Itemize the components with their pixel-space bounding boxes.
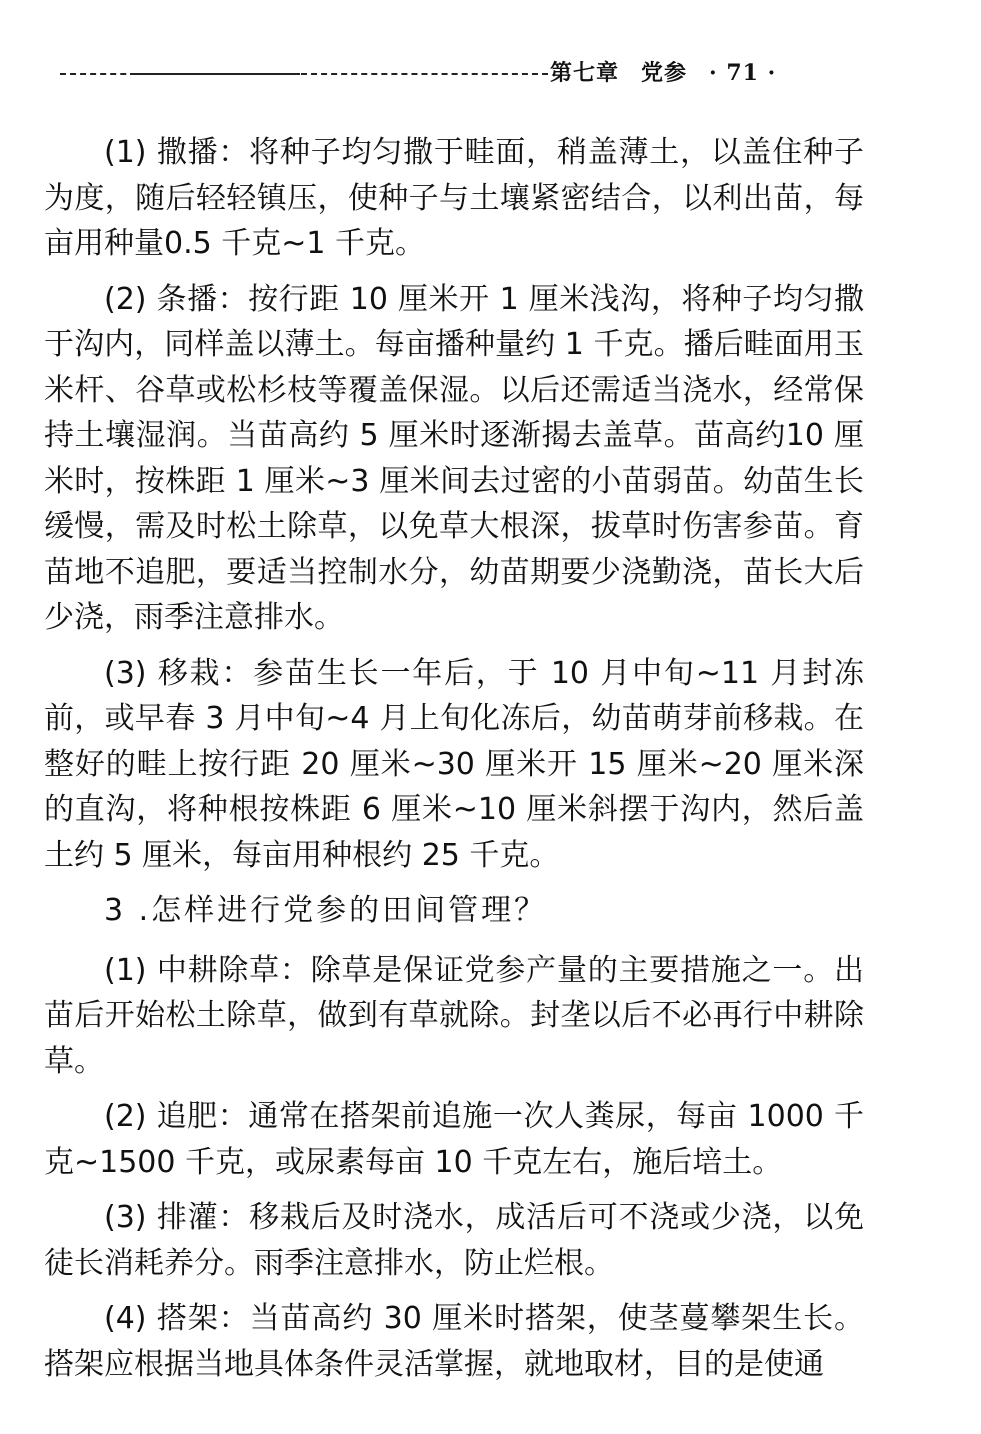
paragraph-irrigation: (3) 排灌：移栽后及时浇水，成活后可不浇或少浇，以免徒长消耗养分。雨季注意排水，防止烂根。 — [44, 1200, 864, 1281]
paragraph-weeding: (1) 中耕除草：除草是保证党参产量的主要措施之一。出苗后开始松土除草，做到有草就除。封垄以后不必再行中耕除草。 — [44, 952, 864, 1079]
running-header — [60, 56, 840, 86]
chapter-label: 第七章 — [550, 60, 620, 86]
header-rule-solid — [130, 73, 300, 75]
subject-label: 党参 — [641, 60, 688, 86]
paragraph-fertilizing: (2) 追肥：通常在搭架前追施一次人粪尿，每亩 1000 千克~1500 千克，或尿素每亩 10 千克左右，施后培土。 — [44, 1099, 864, 1180]
paragraph-trellis: (4) 搭架：当苗高约 30 厘米时搭架，使茎蔓攀架生长。搭架应根据当地具体条件灵活掌握，就地取材，目的是使通 — [44, 1301, 864, 1382]
paragraph-transplant: (3) 移栽：参苗生长一年后，于 10 月中旬~11 月封冻前，或早春 3 月中旬~4 月上旬化冻后，幼苗萌芽前移栽。在整好的畦上按行距 20 厘米~30 厘米开 15 厘米~20 厘米深的直沟，将种根按株距 6 厘米~10 厘米斜摆于沟内，然后盖土约 5 厘米，每亩用种根约 25 千克。 — [44, 655, 864, 873]
paragraph-sowing-drill: (2) 条播：按行距 10 厘米开 1 厘米浅沟，将种子均匀撒于沟内，同样盖以薄土。每亩播种量约 1 千克。播后畦面用玉米杆、谷草或松杉枝等覆盖保湿。以后还需适当浇水，经常保持土壤湿润。当苗高约 5 厘米时逐渐揭去盖草。苗高约10 厘米时，按株距 1 厘米~3 厘米间去过密的小苗弱苗。幼苗生长缓慢，需及时松土除草，以免草大根深，拔草时伤害参苗。育苗地不追肥，要适当控制水分，幼苗期要少浇勤浇，苗长大后少浇，雨季注意排水。 — [44, 281, 864, 635]
section-question-field-management: 3 .怎样进行党参的田间管理？ — [104, 893, 548, 928]
header-text — [550, 56, 776, 87]
body-text — [44, 130, 864, 1397]
paragraph-sowing-broadcast: (1) 撒播：将种子均匀撒于畦面，稍盖薄土，以盖住种子为度，随后轻轻镇压，使种子与土壤紧密结合，以利出苗，每亩用种量0.5 千克~1 千克。 — [44, 135, 864, 261]
page-number: · 71 · — [709, 60, 777, 86]
